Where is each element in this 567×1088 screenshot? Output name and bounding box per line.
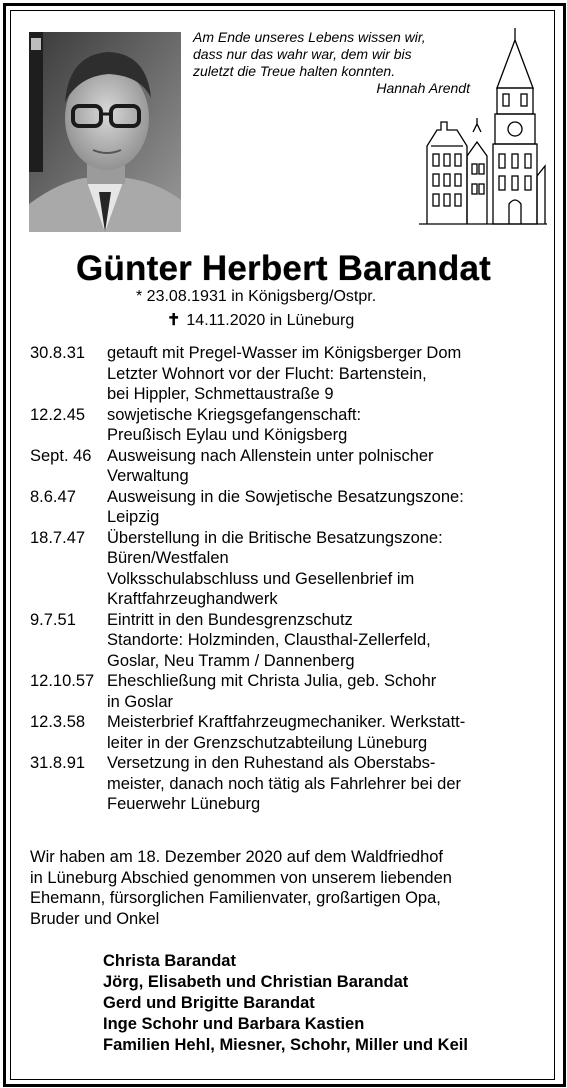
deceased-name: Günter Herbert Barandat [76, 249, 491, 288]
timeline-text [107, 610, 550, 672]
signature-line: Jörg, Elisabeth und Christian Barandat [103, 973, 409, 991]
death-date [167, 310, 354, 330]
timeline-line: bei Hippler, Schmettaustraße 9 [107, 385, 334, 403]
timeline-date: 9.7.51 [30, 610, 76, 629]
timeline-line: Überstellung in die Britische Besatzungszone: [107, 528, 443, 547]
timeline-line: Goslar, Neu Tramm / Dannenberg [107, 651, 355, 670]
portrait-photo [29, 32, 181, 232]
timeline-text [107, 446, 550, 487]
timeline-line: Ausweisung in die Sowjetische Besatzungszone: [107, 487, 464, 506]
timeline-text [107, 671, 550, 712]
timeline-date: 12.10.57 [30, 672, 95, 690]
timeline-line: Eheschließung mit Christa Julia, geb. Schohr [107, 672, 437, 690]
quote-line: Am Ende unseres Lebens wissen wir, [193, 29, 426, 45]
portrait-icon [29, 32, 181, 232]
family-signatures [103, 951, 468, 1056]
quote-line: zuletzt die Treue halten konnten. [193, 63, 396, 79]
timeline-line: Verwaltung [107, 467, 189, 485]
timeline-date: 8.6.47 [30, 487, 76, 506]
closing-line: in Lüneburg Abschied genommen von unserem liebenden [30, 868, 452, 887]
timeline-entry [30, 528, 550, 610]
timeline-line: Versetzung in den Ruhestand als Oberstabs- [107, 754, 436, 772]
birth-date: * 23.08.1931 in Königsberg/Ostpr. [136, 288, 377, 305]
timeline-line: Feuerwehr Lüneburg [107, 795, 261, 813]
timeline-line: Volksschulabschluss und Gesellenbrief im [107, 569, 415, 588]
timeline-text [107, 405, 550, 446]
signature-line: Inge Schohr und Barbara Kastien [103, 1015, 365, 1033]
timeline-date: 12.3.58 [30, 713, 86, 731]
timeline-date: 30.8.31 [30, 344, 86, 362]
timeline-line: Leipzig [107, 508, 160, 526]
timeline-line: Preußisch Eylau und Königsberg [107, 426, 348, 444]
signature-line: Gerd und Brigitte Barandat [103, 994, 315, 1012]
timeline-entry [30, 343, 550, 405]
signature-line: Christa Barandat [103, 952, 236, 970]
timeline-text [107, 712, 550, 753]
timeline-line: Kraftfahrzeughandwerk [107, 590, 278, 608]
closing-line: Wir haben am 18. Dezember 2020 auf dem Waldfriedhof [30, 848, 444, 866]
timeline-line: Eintritt in den Bundesgrenzschutz [107, 610, 353, 629]
quote-line: dass nur das wahr war, dem wir bis [193, 46, 412, 62]
timeline-entry [30, 610, 550, 672]
timeline-date: 31.8.91 [30, 754, 86, 772]
death-date-text: 14.11.2020 in Lüneburg [186, 312, 355, 329]
timeline-entry [30, 712, 550, 753]
timeline-line: sowjetische Kriegsgefangenschaft: [107, 405, 362, 424]
timeline-date: 12.2.45 [30, 405, 86, 424]
signature-line: Familien Hehl, Miesner, Schohr, Miller und Keil [103, 1036, 468, 1054]
quote-author: Hannah Arendt [376, 80, 470, 96]
closing-line: Ehemann, fürsorglichen Familienvater, großartigen Opa, [30, 889, 441, 907]
timeline-line: Büren/Westfalen [107, 549, 229, 567]
timeline-entry [30, 753, 550, 815]
closing-paragraph [30, 847, 550, 929]
timeline-entry [30, 671, 550, 712]
timeline-line: getauft mit Pregel-Wasser im Königsberger Dom [107, 344, 462, 362]
timeline-text [107, 343, 550, 405]
timeline-date: Sept. 46 [30, 446, 92, 465]
timeline-text [107, 753, 550, 815]
timeline-line: meister, danach noch tätig als Fahrlehrer bei der [107, 774, 462, 793]
church-tower-drawing [417, 26, 549, 234]
timeline-line: Meisterbrief Kraftfahrzeugmechaniker. Werkstatt- [107, 713, 466, 731]
timeline-line: Letzter Wohnort vor der Flucht: Bartenstein, [107, 364, 427, 383]
life-timeline [30, 343, 550, 815]
timeline-date: 18.7.47 [30, 528, 86, 547]
timeline-line: leiter in der Grenzschutzabteilung Lüneburg [107, 733, 428, 752]
timeline-entry [30, 487, 550, 528]
timeline-line: in Goslar [107, 692, 174, 711]
timeline-line: Standorte: Holzminden, Clausthal-Zellerfeld, [107, 631, 431, 649]
timeline-text [107, 487, 550, 528]
timeline-line: Ausweisung nach Allenstein unter polnischer [107, 446, 434, 465]
closing-line: Bruder und Onkel [30, 909, 160, 928]
cross-icon: ✝ [167, 312, 181, 329]
timeline-entry [30, 446, 550, 487]
timeline-entry [30, 405, 550, 446]
timeline-text [107, 528, 550, 610]
church-icon [417, 26, 549, 234]
